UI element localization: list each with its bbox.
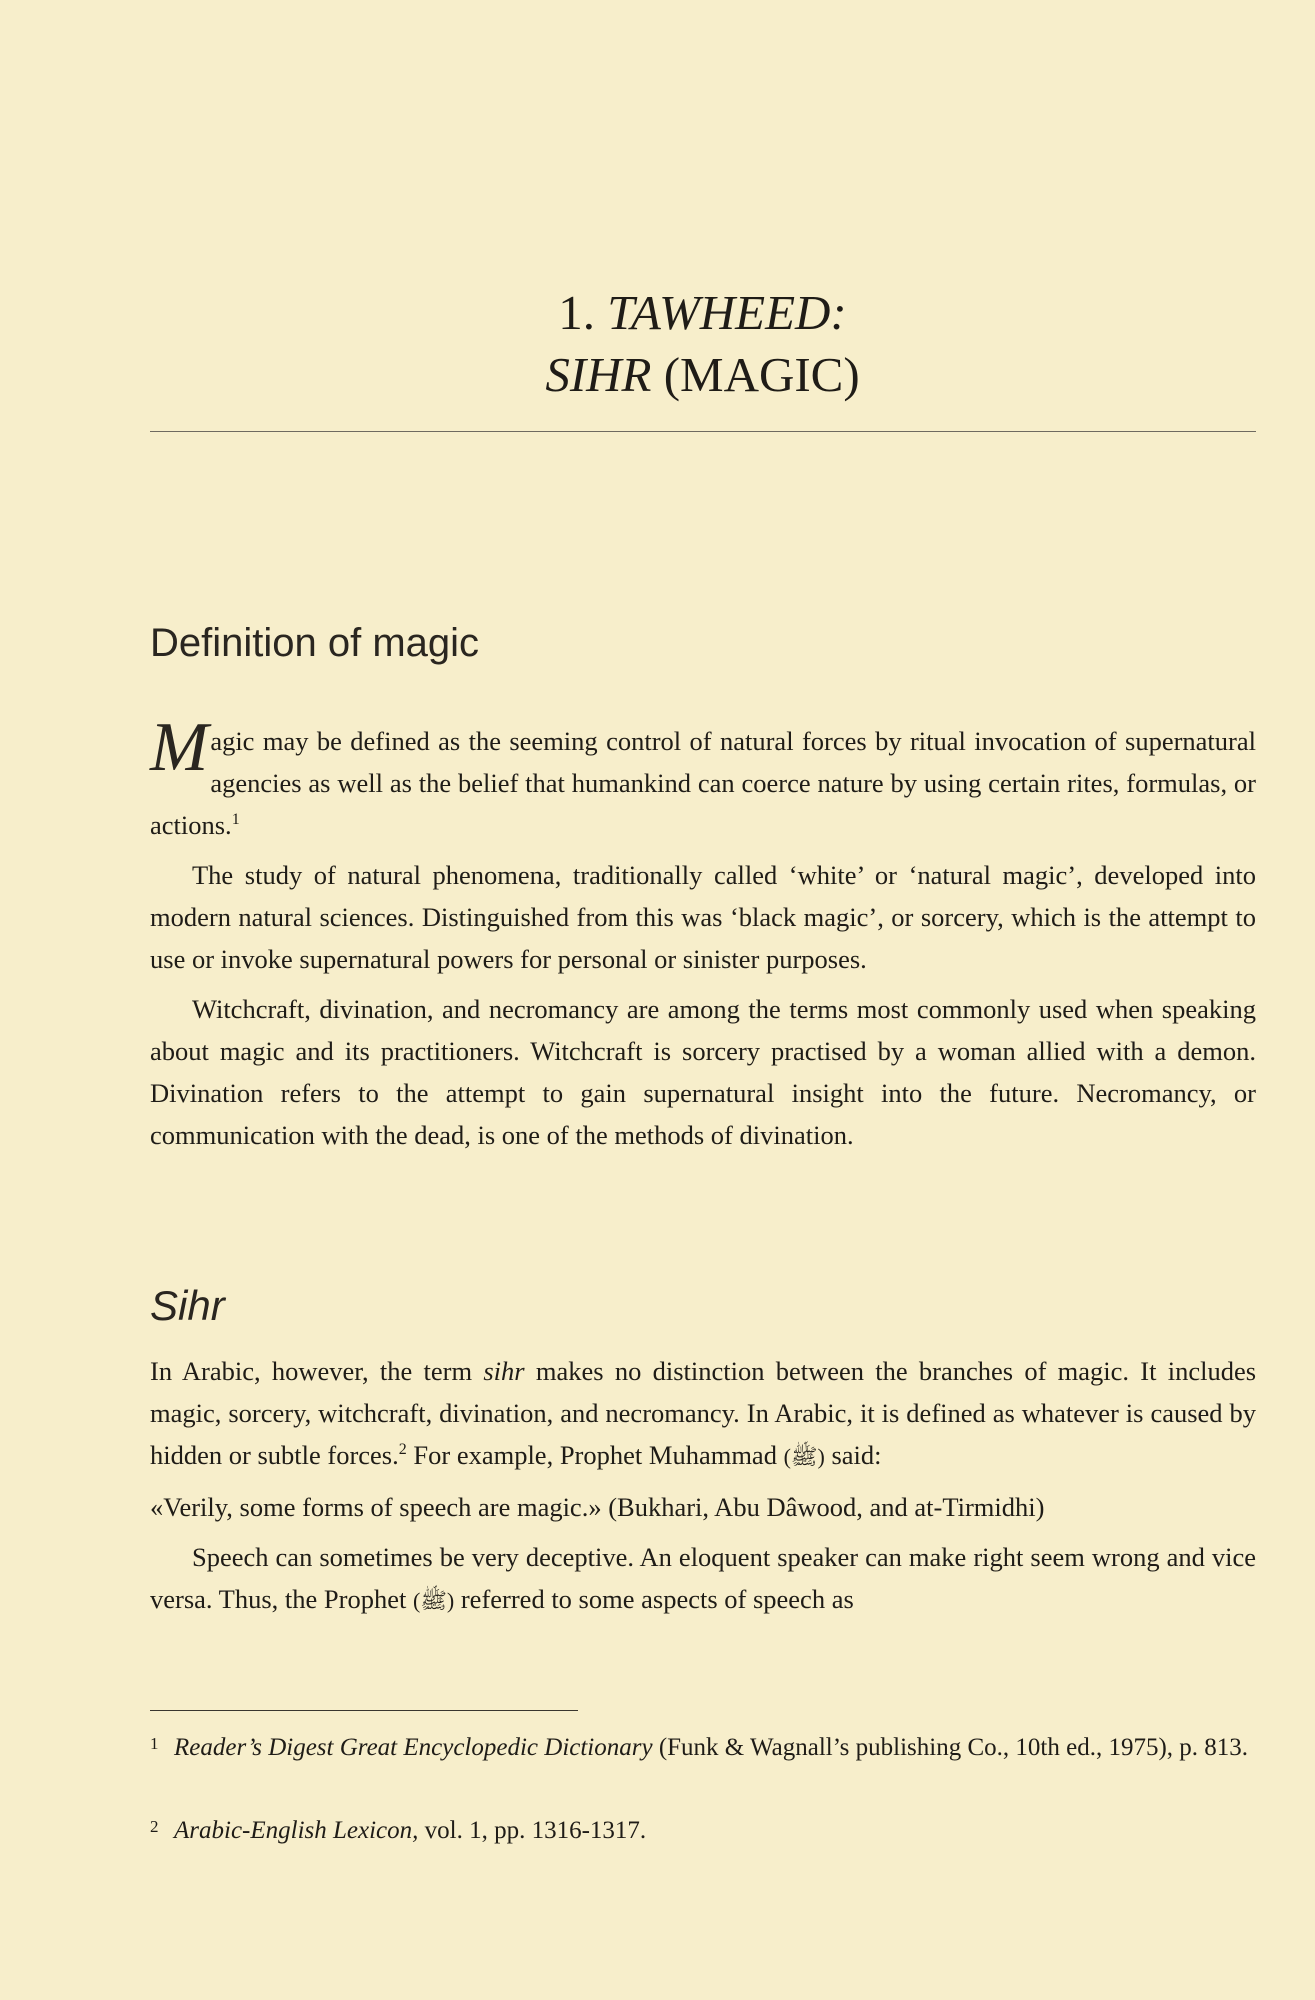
footnote-number: 2	[150, 1817, 159, 1836]
section-heading-sihr: Sihr	[150, 1282, 225, 1329]
paragraph-text: For example, Prophet Muhammad	[413, 1440, 777, 1470]
paragraph	[150, 1536, 1256, 1622]
paragraph	[150, 1350, 1256, 1478]
hadith-quote: «Verily, some forms of speech are magic.» (Bukhari, Abu Dâwood, and at-Tirmidhi)	[150, 1492, 1045, 1522]
section-sihr-body	[150, 1350, 1256, 1622]
footnote-ref: 1	[231, 811, 240, 829]
paragraph-text: said:	[831, 1440, 882, 1470]
title-rule	[150, 431, 1256, 432]
paragraph-text: makes no distinction between the branches of magic. It includes magic, sorcery, witchcraft, divination, and necromancy. In Arabic, it is defined as whatever is caused by hidden or subtle forces.	[150, 1356, 1257, 1470]
footnote-details: vol. 1, pp. 1316-1317.	[424, 1817, 647, 1844]
paragraph-text: Speech can sometimes be very deceptive. An eloquent speaker can make right seem wrong and vice versa. Thus, the Prophet	[150, 1542, 1256, 1614]
footnote-rule	[150, 1710, 578, 1711]
chapter-subtitle-term: SIHR	[545, 347, 652, 402]
paragraph-text: referred to some aspects of speech as	[460, 1584, 854, 1614]
paragraph	[150, 709, 1256, 846]
paragraph: Witchcraft, divination, and necromancy are among the terms most commonly used when speaking about magic and its practitioners. Witchcraft is sorcery practised by a woman allied with a demon. Divination refers to the attempt to gain supernatural insight into the future. Necromancy, or communication with the dead, is one of the methods of divination.	[150, 994, 1256, 1150]
chapter-number: 1.	[558, 285, 595, 340]
footnote-source: Arabic-English Lexicon,	[174, 1817, 419, 1844]
footnote-source: Reader’s Digest Great Encyclopedic Dictionary	[174, 1734, 653, 1761]
italic-term: sihr	[483, 1356, 525, 1386]
footnote-details: (Funk & Wagnall’s publishing Co., 10th ed., 1975), p. 813.	[658, 1734, 1249, 1761]
paragraph-text: agic may be defined as the seeming control of natural forces by ritual invocation of supernatural agencies as well as the belief that humankind can coerce nature by using certain rites, formulas, or actions.	[150, 726, 1256, 840]
paragraph: The study of natural phenomena, traditionally called ‘white’ or ‘natural magic’, developed into modern natural sciences. Distinguished from this was ‘black magic’, or sorcery, which is the attempt to use or invoke supernatural powers for personal or sinister purposes.	[150, 860, 1256, 974]
blessing-glyph: (ﷺ)	[783, 1444, 825, 1469]
footnote-number: 1	[150, 1734, 159, 1753]
blessing-glyph: (ﷺ)	[413, 1588, 455, 1613]
chapter-title	[150, 282, 1255, 406]
paragraph-text: In Arabic, however, the term	[150, 1356, 473, 1386]
section-heading-definition: Definition of magic	[150, 621, 480, 665]
footnote-text	[150, 1812, 1256, 1849]
chapter-title-line1	[150, 282, 1255, 344]
drop-cap: M	[150, 709, 209, 786]
chapter-title-line2	[150, 344, 1255, 406]
chapter-title-main: TAWHEED:	[607, 285, 847, 340]
footnote-2	[150, 1812, 1256, 1849]
chapter-subtitle-rest: (MAGIC)	[663, 347, 860, 402]
footnote-text	[150, 1729, 1256, 1766]
footnote-1	[150, 1729, 1256, 1766]
section-definition-body	[150, 709, 1256, 1156]
footnote-ref: 2	[398, 1441, 407, 1459]
